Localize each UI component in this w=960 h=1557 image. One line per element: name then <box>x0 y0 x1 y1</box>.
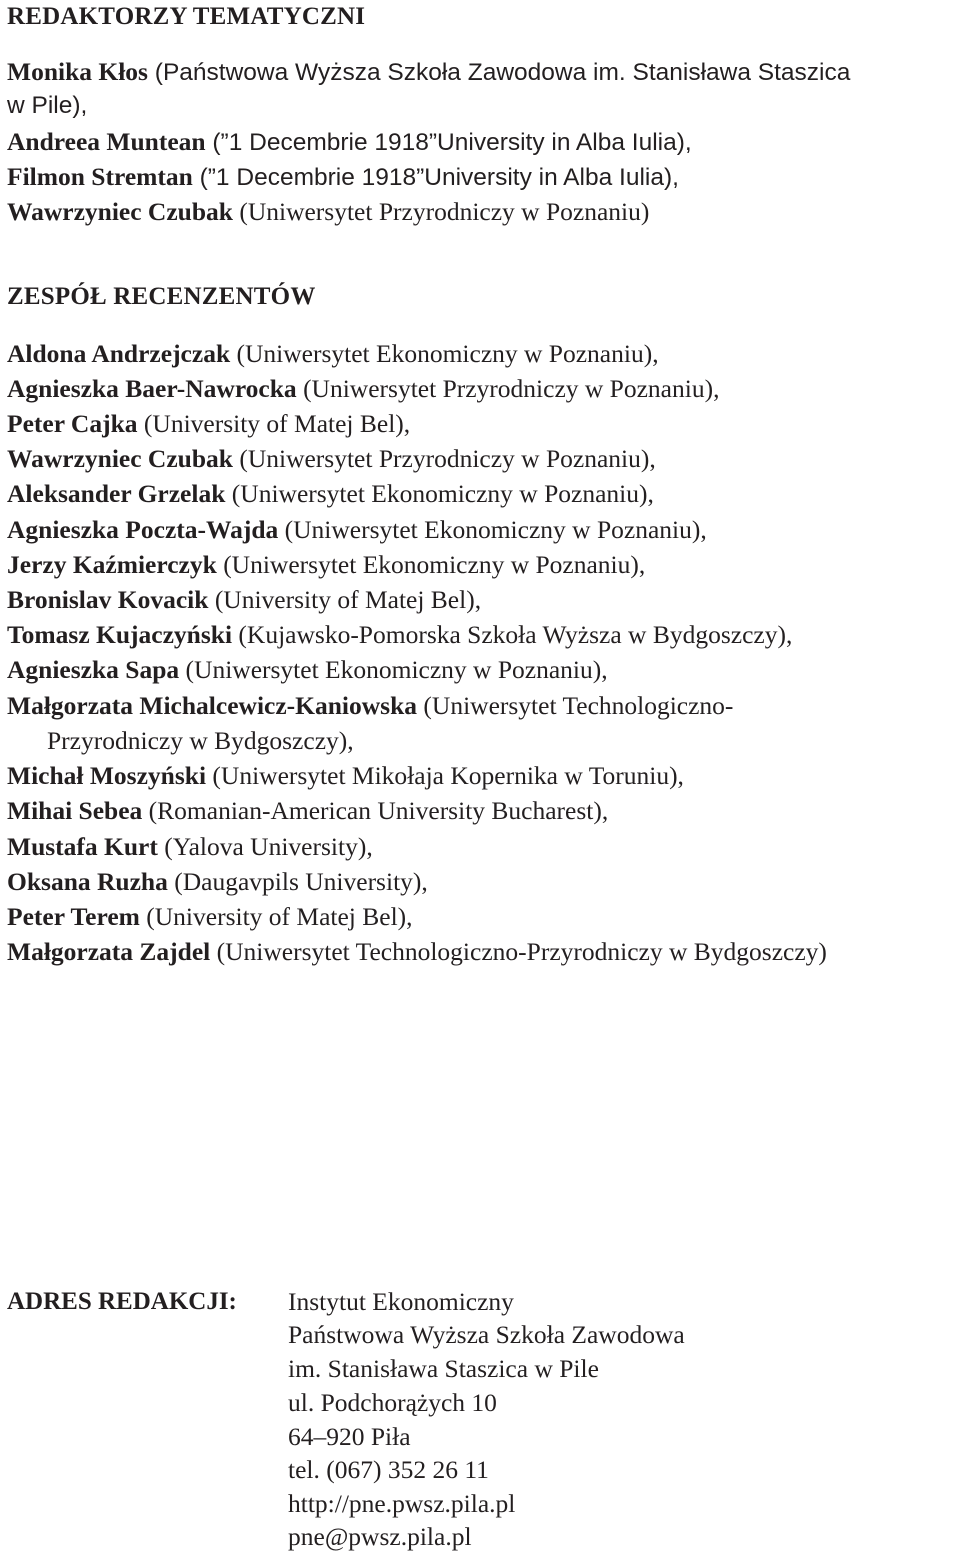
person-name: Małgorzata Zajdel <box>7 937 211 966</box>
person-name: Jerzy Kaźmierczyk <box>7 550 217 579</box>
person-name: Małgorzata Michalcewicz-Kaniowska <box>7 691 418 720</box>
reviewer-line <box>7 798 608 824</box>
person-name: Oksana Ruzha <box>7 867 168 896</box>
editor-line <box>7 59 850 86</box>
reviewer-line <box>7 587 481 613</box>
affiliation: (University of Matej Bel), <box>208 585 482 614</box>
person-name: Filmon Stremtan <box>7 162 193 191</box>
editor-line <box>7 94 87 119</box>
affiliation: (Uniwersytet Ekonomiczny w Poznaniu), <box>225 479 654 508</box>
person-name: Aleksander Grzelak <box>7 479 226 508</box>
person-name: Mustafa Kurt <box>7 832 158 861</box>
person-name: Agnieszka Poczta-Wajda <box>7 515 279 544</box>
person-name: Peter Terem <box>7 902 140 931</box>
person-name: Monika Kłos <box>7 57 148 86</box>
reviewer-line <box>7 904 413 930</box>
affiliation: (Uniwersytet Technologiczno- <box>417 691 734 720</box>
person-name: Tomasz Kujaczyński <box>7 620 233 649</box>
address-line: im. Stanisława Staszica w Pile <box>288 1354 599 1383</box>
address-line: 64–920 Piła <box>288 1422 411 1451</box>
person-name: Agnieszka Baer-Nawrocka <box>7 374 297 403</box>
reviewer-line <box>7 517 707 543</box>
reviewer-line <box>7 834 373 860</box>
reviewer-line <box>7 939 827 965</box>
affiliation: (Uniwersytet Mikołaja Kopernika w Toruniu), <box>206 761 684 790</box>
reviewer-line <box>7 552 645 578</box>
reviewer-line <box>7 763 684 789</box>
affiliation: w Pile), <box>7 92 88 119</box>
affiliation: (Uniwersytet Przyrodniczy w Poznaniu), <box>296 374 720 403</box>
affiliation: (Państwowa Wyższa Szkoła Zawodowa im. Stanisława Staszica <box>148 59 851 86</box>
affiliation: (”1 Decembrie 1918”University in Alba Iulia), <box>192 164 679 191</box>
affiliation: (Uniwersytet Przyrodniczy w Poznaniu) <box>232 197 650 226</box>
email-link[interactable]: pne@pwsz.pila.pl <box>288 1522 472 1551</box>
person-name: Wawrzyniec Czubak <box>7 444 233 473</box>
affiliation: (Romanian-American University Bucharest), <box>142 796 609 825</box>
reviewer-line <box>7 411 410 437</box>
affiliation: (Uniwersytet Ekonomiczny w Poznaniu), <box>230 339 659 368</box>
person-name: Agnieszka Sapa <box>7 655 180 684</box>
address-label: ADRES REDAKCJI: <box>7 1288 237 1315</box>
address-line: Państwowa Wyższa Szkoła Zawodowa <box>288 1320 685 1349</box>
affiliation: (Uniwersytet Przyrodniczy w Poznaniu), <box>232 444 656 473</box>
affiliation: (University of Matej Bel), <box>137 409 411 438</box>
affiliation: (Uniwersytet Ekonomiczny w Poznaniu), <box>179 655 608 684</box>
affiliation: (Uniwersytet Technologiczno-Przyrodniczy w Bydgoszczy) <box>210 937 827 966</box>
reviewer-line <box>7 693 733 719</box>
editor-line <box>7 164 679 191</box>
person-name: Peter Cajka <box>7 409 138 438</box>
reviewer-line <box>7 657 608 683</box>
reviewer-line <box>7 446 656 472</box>
reviewers-heading: ZESPÓŁ RECENZENTÓW <box>7 283 316 310</box>
reviewer-line <box>7 481 654 507</box>
person-name: Bronislav Kovacik <box>7 585 209 614</box>
reviewer-line <box>7 341 659 367</box>
affiliation: (Uniwersytet Ekonomiczny w Poznaniu), <box>278 515 707 544</box>
address-line: ul. Podchorążych 10 <box>288 1388 497 1417</box>
affiliation: (Uniwersytet Ekonomiczny w Poznaniu), <box>216 550 646 579</box>
person-name: Wawrzyniec Czubak <box>7 197 233 226</box>
affiliation: (Kujawsko-Pomorska Szkoła Wyższa w Bydgoszczy), <box>232 620 793 649</box>
reviewer-line <box>7 869 428 895</box>
person-name: Andreea Muntean <box>7 127 206 156</box>
reviewer-line-continuation <box>47 728 354 754</box>
affiliation: (”1 Decembrie 1918”University in Alba Iulia), <box>205 129 692 156</box>
editor-line <box>7 199 649 225</box>
affiliation: (Yalova University), <box>157 832 373 861</box>
address-line: tel. (067) 352 26 11 <box>288 1455 489 1484</box>
affiliation: Przyrodniczy w Bydgoszczy), <box>47 726 354 755</box>
reviewer-line <box>7 376 719 402</box>
affiliation: (University of Matej Bel), <box>139 902 413 931</box>
address-line: Instytut Ekonomiczny <box>288 1287 514 1316</box>
editor-line <box>7 129 692 156</box>
website-link[interactable]: http://pne.pwsz.pila.pl <box>288 1489 516 1518</box>
reviewer-line <box>7 622 792 648</box>
affiliation: (Daugavpils University), <box>167 867 428 896</box>
person-name: Mihai Sebea <box>7 796 143 825</box>
person-name: Michał Moszyński <box>7 761 207 790</box>
person-name: Aldona Andrzejczak <box>7 339 231 368</box>
editors-heading: REDAKTORZY TEMATYCZNI <box>7 3 366 30</box>
